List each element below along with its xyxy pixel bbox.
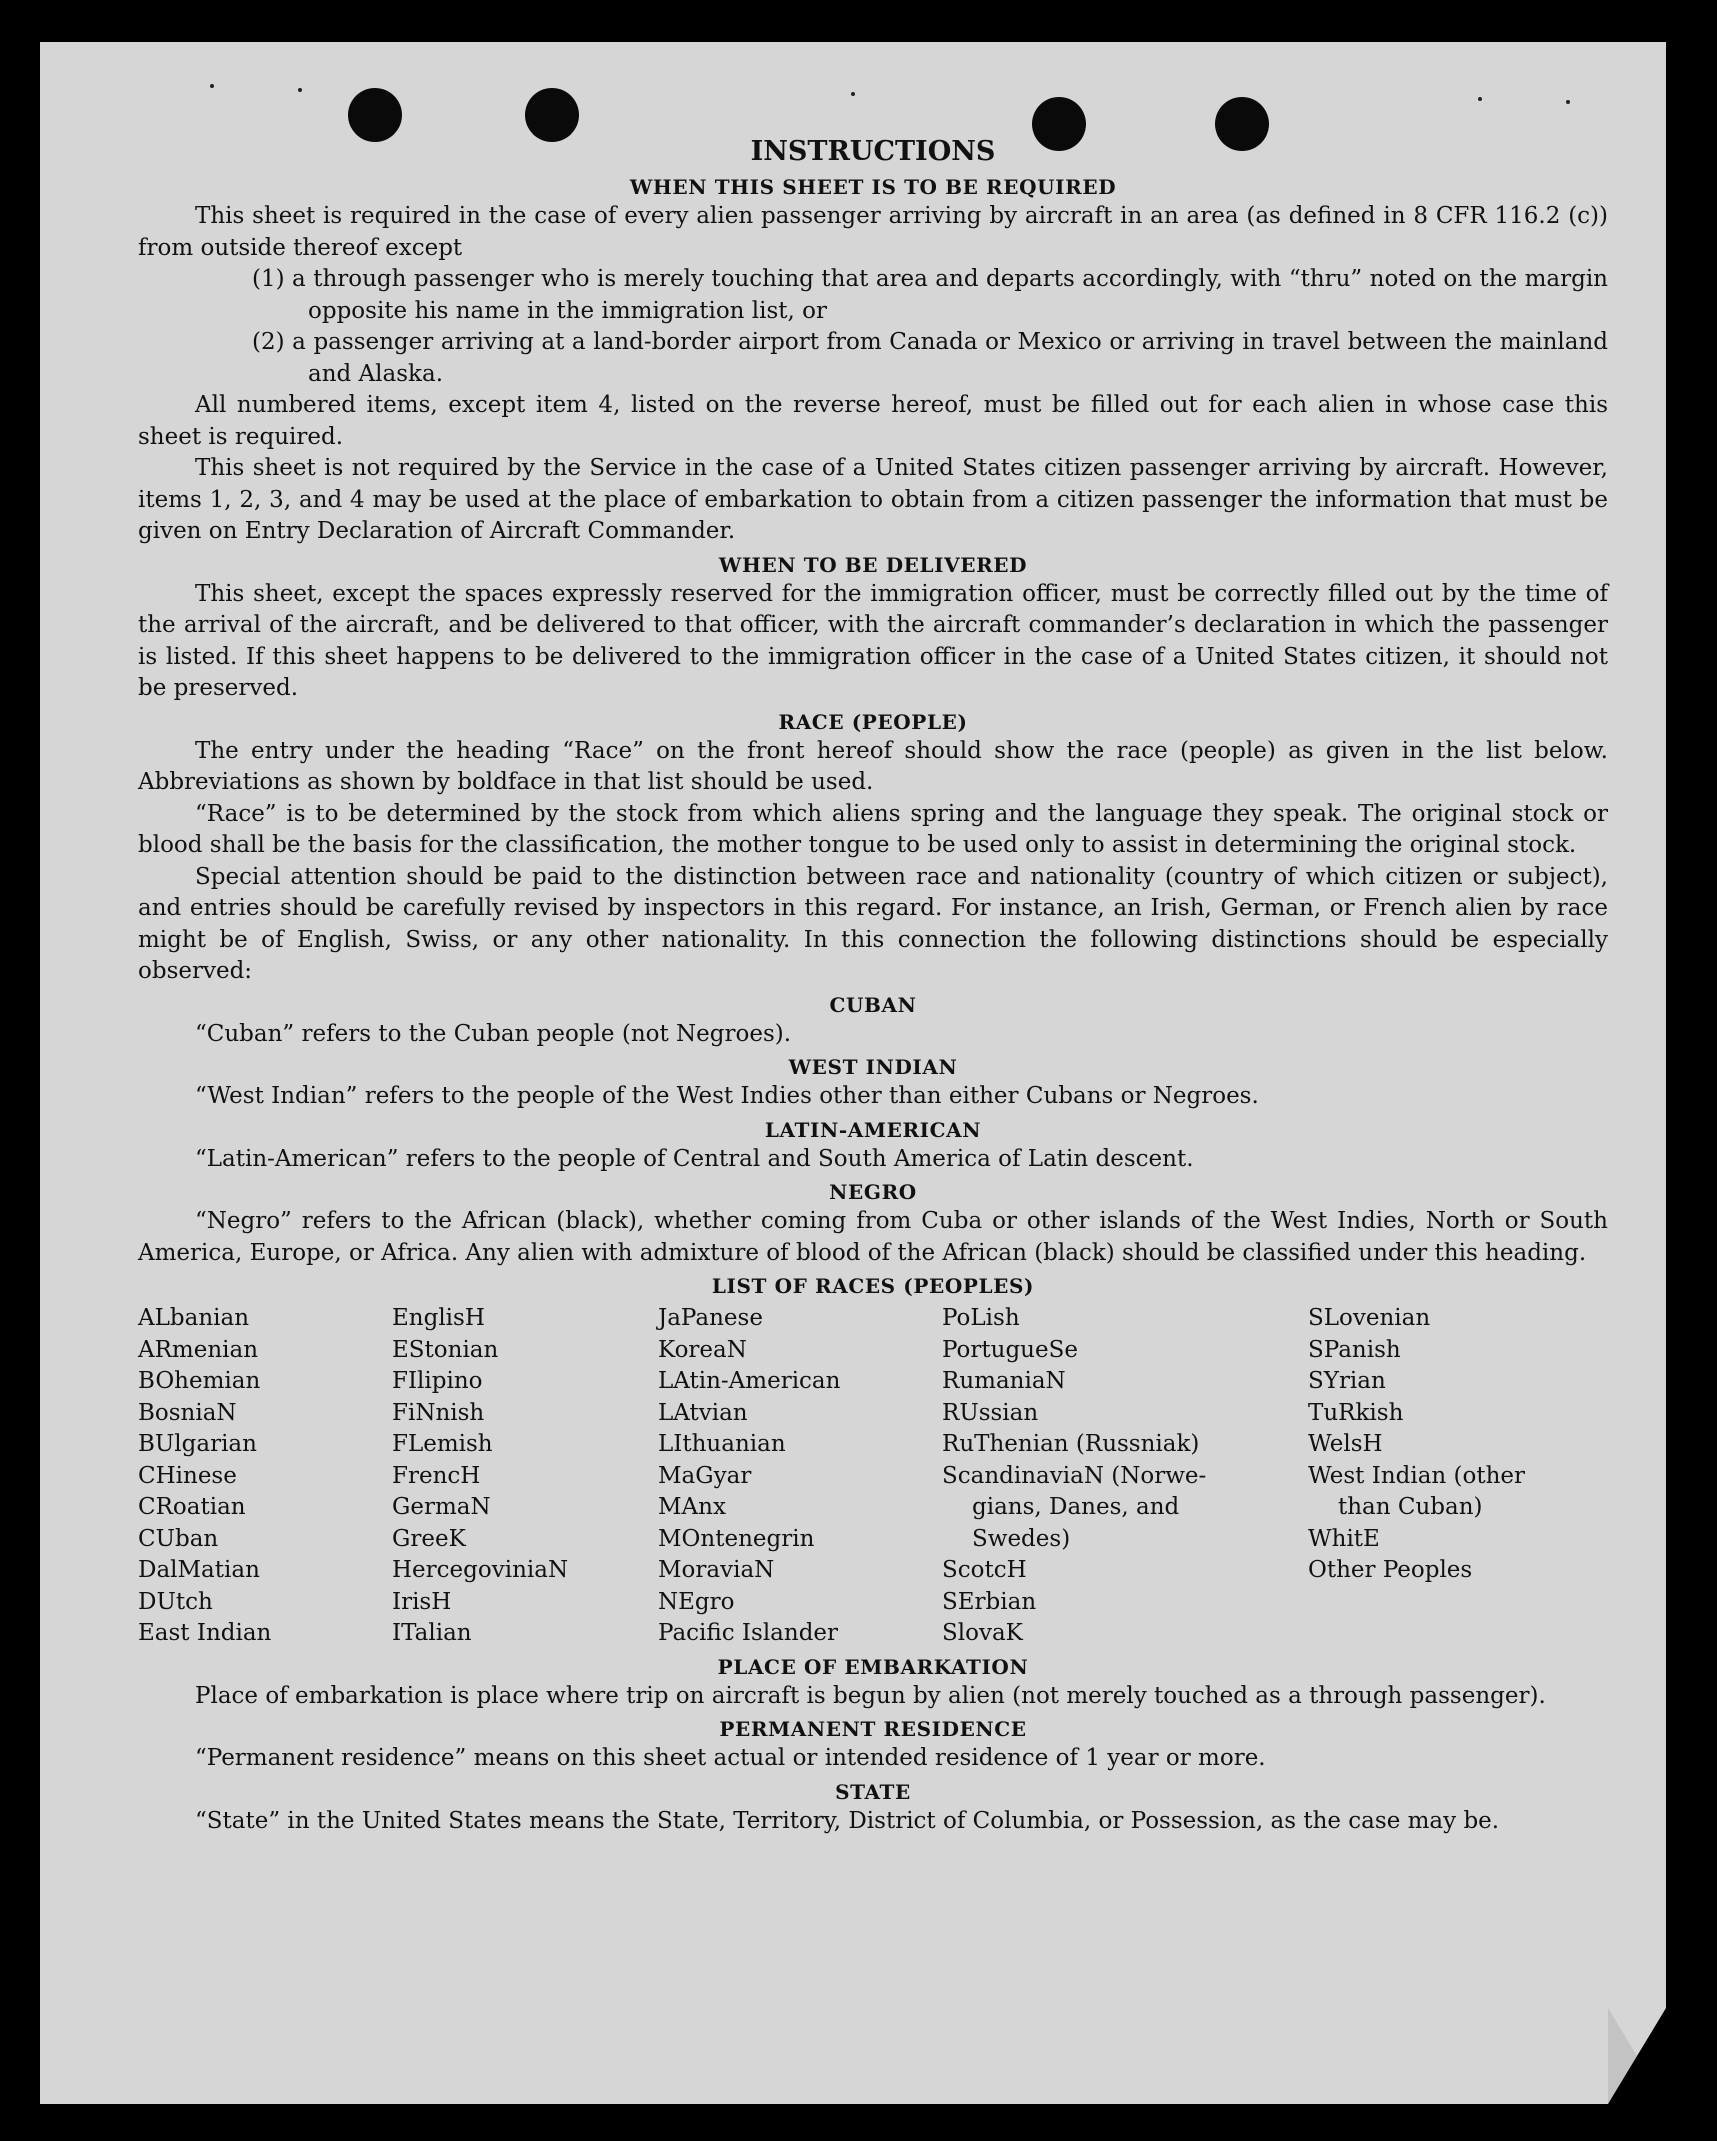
- race-entry: DalMatian: [138, 1557, 260, 1583]
- paragraph-embarkation: Place of embarkation is place where trip on aircraft is begun by alien (not merely touched as a through passenger).: [195, 1682, 1546, 1709]
- race-entry: LAtin-American: [658, 1368, 841, 1394]
- heading-embarkation: PLACE OF EMBARKATION: [717, 1654, 1029, 1679]
- race-entry: LAtvian: [658, 1399, 748, 1426]
- race-column-2: [392, 1303, 658, 1650]
- paragraph-required-intro: This sheet is required in the case of every alien passenger arriving by aircraft in an area (as defined in 8 CFR 116.2 (c)) from outside thereof except: [138, 203, 1608, 261]
- paragraph-race-3: Special attention should be paid to the distinction between race and nationality (country of which citizen or subject), and entries should be carefully revised by inspectors in this regard. For instance, an Irish, German, or French alien by race might be of English, Swiss, or any other nationality. In this connection the following distinctions should be especially observed:: [138, 863, 1608, 984]
- race-entry: SYrian: [1308, 1368, 1386, 1394]
- paragraph-numbered-items: All numbered items, except item 4, listed on the reverse hereof, must be filled out for each alien in whose case this sheet is required.: [138, 392, 1608, 450]
- race-entry: SLovenian: [1308, 1305, 1431, 1331]
- race-entry: CRoatian: [138, 1494, 246, 1520]
- paragraph-latin-american: “Latin-American” refers to the people of Central and South America of Latin descent.: [195, 1145, 1194, 1172]
- race-entry: WelsH: [1308, 1431, 1383, 1457]
- paragraph-west-indian: “West Indian” refers to the people of the West Indies other than either Cubans or Negroes.: [195, 1083, 1259, 1109]
- race-entry: MAnx: [658, 1494, 726, 1520]
- race-entry: ALbanian: [138, 1305, 250, 1331]
- race-column-1: [138, 1303, 392, 1650]
- race-entry: West Indian (other: [1308, 1462, 1526, 1489]
- paragraph-citizen: This sheet is not required by the Service in the case of a United States citizen passenger arriving by aircraft. However, items 1, 2, 3, and 4 may be used at the place of embarkation to obtain from a citizen passenger the information that must be given on Entry Declaration of Aircraft Commander.: [138, 455, 1608, 544]
- heading-list-of-races: LIST OF RACES (PEOPLES): [711, 1274, 1035, 1298]
- race-entry: EStonian: [392, 1336, 499, 1363]
- heading-permanent-residence: PERMANENT RESIDENCE: [719, 1717, 1027, 1741]
- race-entry: ScotcH: [942, 1557, 1027, 1583]
- heading-race: RACE (PEOPLE): [778, 709, 968, 734]
- race-entry: SPanish: [1308, 1336, 1401, 1363]
- race-entry: LIthuanian: [658, 1431, 786, 1457]
- race-entry: MOntenegrin: [658, 1525, 815, 1552]
- race-entry: BosniaN: [138, 1399, 237, 1426]
- race-entry: FIlipino: [392, 1368, 483, 1394]
- race-entry: CHinese: [138, 1462, 237, 1489]
- race-entry: WhitE: [1308, 1525, 1380, 1552]
- speck: [298, 88, 302, 92]
- race-column-4: [942, 1303, 1308, 1650]
- heading-negro: NEGRO: [829, 1180, 917, 1204]
- race-entry: BUlgarian: [138, 1431, 257, 1457]
- race-entry-continued: than Cuban): [1338, 1494, 1483, 1520]
- speck: [210, 84, 214, 88]
- race-entry: FLemish: [392, 1431, 493, 1457]
- race-entry: RumaniaN: [942, 1368, 1066, 1394]
- paragraph-permanent-residence: “Permanent residence” means on this sheet actual or intended residence of 1 year or more.: [195, 1745, 1266, 1771]
- race-entry: NEgro: [658, 1588, 735, 1615]
- race-entry: PoLish: [942, 1305, 1020, 1331]
- race-entry: ITalian: [392, 1620, 472, 1646]
- race-entry: Pacific Islander: [658, 1620, 839, 1646]
- race-entry: PortugueSe: [942, 1336, 1078, 1363]
- race-entry: DUtch: [138, 1588, 213, 1615]
- speck: [1566, 100, 1570, 104]
- race-entry: RuThenian (Russniak): [942, 1431, 1200, 1457]
- instructions-content: [138, 134, 1608, 1837]
- document-sheet: [40, 42, 1666, 2104]
- race-entry: GreeK: [392, 1525, 466, 1552]
- race-entry: IrisH: [392, 1588, 452, 1615]
- race-list: [138, 1303, 1608, 1650]
- race-entry: GermaN: [392, 1494, 491, 1520]
- race-entry: ARmenian: [138, 1336, 259, 1363]
- heading-west-indian: WEST INDIAN: [788, 1055, 958, 1079]
- race-entry: MaGyar: [658, 1462, 752, 1489]
- speck: [851, 92, 855, 96]
- race-entry: JaPanese: [658, 1305, 763, 1331]
- race-entry: FrencH: [392, 1462, 481, 1489]
- paragraph-race-2: “Race” is to be determined by the stock from which aliens spring and the language they speak. The original stock or blood shall be the basis for the classification, the mother tongue to be used only to assist in determining the original stock.: [138, 800, 1608, 858]
- race-entry: KoreaN: [658, 1336, 747, 1363]
- paragraph-race-1: The entry under the heading “Race” on the front hereof should show the race (people) as given in the list below. Abbreviations as shown by boldface in that list should be used.: [138, 737, 1608, 795]
- page-fold-cut: [1608, 2008, 1666, 2104]
- heading-latin-american: LATIN-AMERICAN: [764, 1117, 982, 1142]
- paragraph-negro: “Negro” refers to the African (black), whether coming from Cuba or other islands of the West Indies, North or South America, Europe, or Africa. Any alien with admixture of blood of the African (black) should be classified under this heading.: [138, 1208, 1608, 1266]
- exception-item-1: (1) a through passenger who is merely touching that area and departs accordingly, with “thru” noted on the margin opposite his name in the immigration list, or: [252, 266, 1608, 324]
- race-entry: Other Peoples: [1308, 1557, 1473, 1583]
- race-entry: MoraviaN: [658, 1557, 775, 1583]
- race-column-5: [1308, 1303, 1608, 1650]
- paragraph-cuban: “Cuban” refers to the Cuban people (not Negroes).: [195, 1020, 792, 1047]
- race-entry-continued: Swedes): [972, 1525, 1071, 1552]
- page-title: INSTRUCTIONS: [750, 136, 996, 167]
- race-column-3: [658, 1303, 942, 1650]
- race-entry: FiNnish: [392, 1399, 485, 1426]
- heading-cuban: CUBAN: [829, 992, 917, 1017]
- race-entry: SlovaK: [942, 1620, 1023, 1646]
- heading-when-delivered: WHEN TO BE DELIVERED: [718, 552, 1028, 577]
- race-entry: BOhemian: [138, 1368, 261, 1394]
- exception-item-2: (2) a passenger arriving at a land-border airport from Canada or Mexico or arriving in travel between the mainland and Alaska.: [252, 329, 1608, 387]
- race-entry: ScandinaviaN (Norwe-: [942, 1462, 1207, 1489]
- race-entry: HercegoviniaN: [392, 1557, 569, 1583]
- race-entry: TuRkish: [1308, 1399, 1404, 1426]
- race-entry: EnglisH: [392, 1305, 485, 1331]
- speck: [1478, 97, 1482, 101]
- heading-state: STATE: [835, 1779, 911, 1804]
- race-entry: RUssian: [942, 1399, 1039, 1426]
- race-entry: CUban: [138, 1525, 219, 1552]
- paragraph-state: “State” in the United States means the State, Territory, District of Columbia, or Possession, as the case may be.: [195, 1807, 1500, 1834]
- paragraph-delivered: This sheet, except the spaces expressly reserved for the immigration officer, must be correctly filled out by the time of the arrival of the aircraft, and be delivered to that officer, with the aircraft commander’s declaration in which the passenger is listed. If this sheet happens to be delivered to the immigration officer in the case of a United States citizen, it should not be preserved.: [138, 580, 1608, 701]
- race-entry: East Indian: [138, 1620, 272, 1646]
- race-entry-continued: gians, Danes, and: [972, 1494, 1180, 1520]
- race-entry: SErbian: [942, 1588, 1037, 1615]
- heading-when-required: WHEN THIS SHEET IS TO BE REQUIRED: [629, 175, 1117, 199]
